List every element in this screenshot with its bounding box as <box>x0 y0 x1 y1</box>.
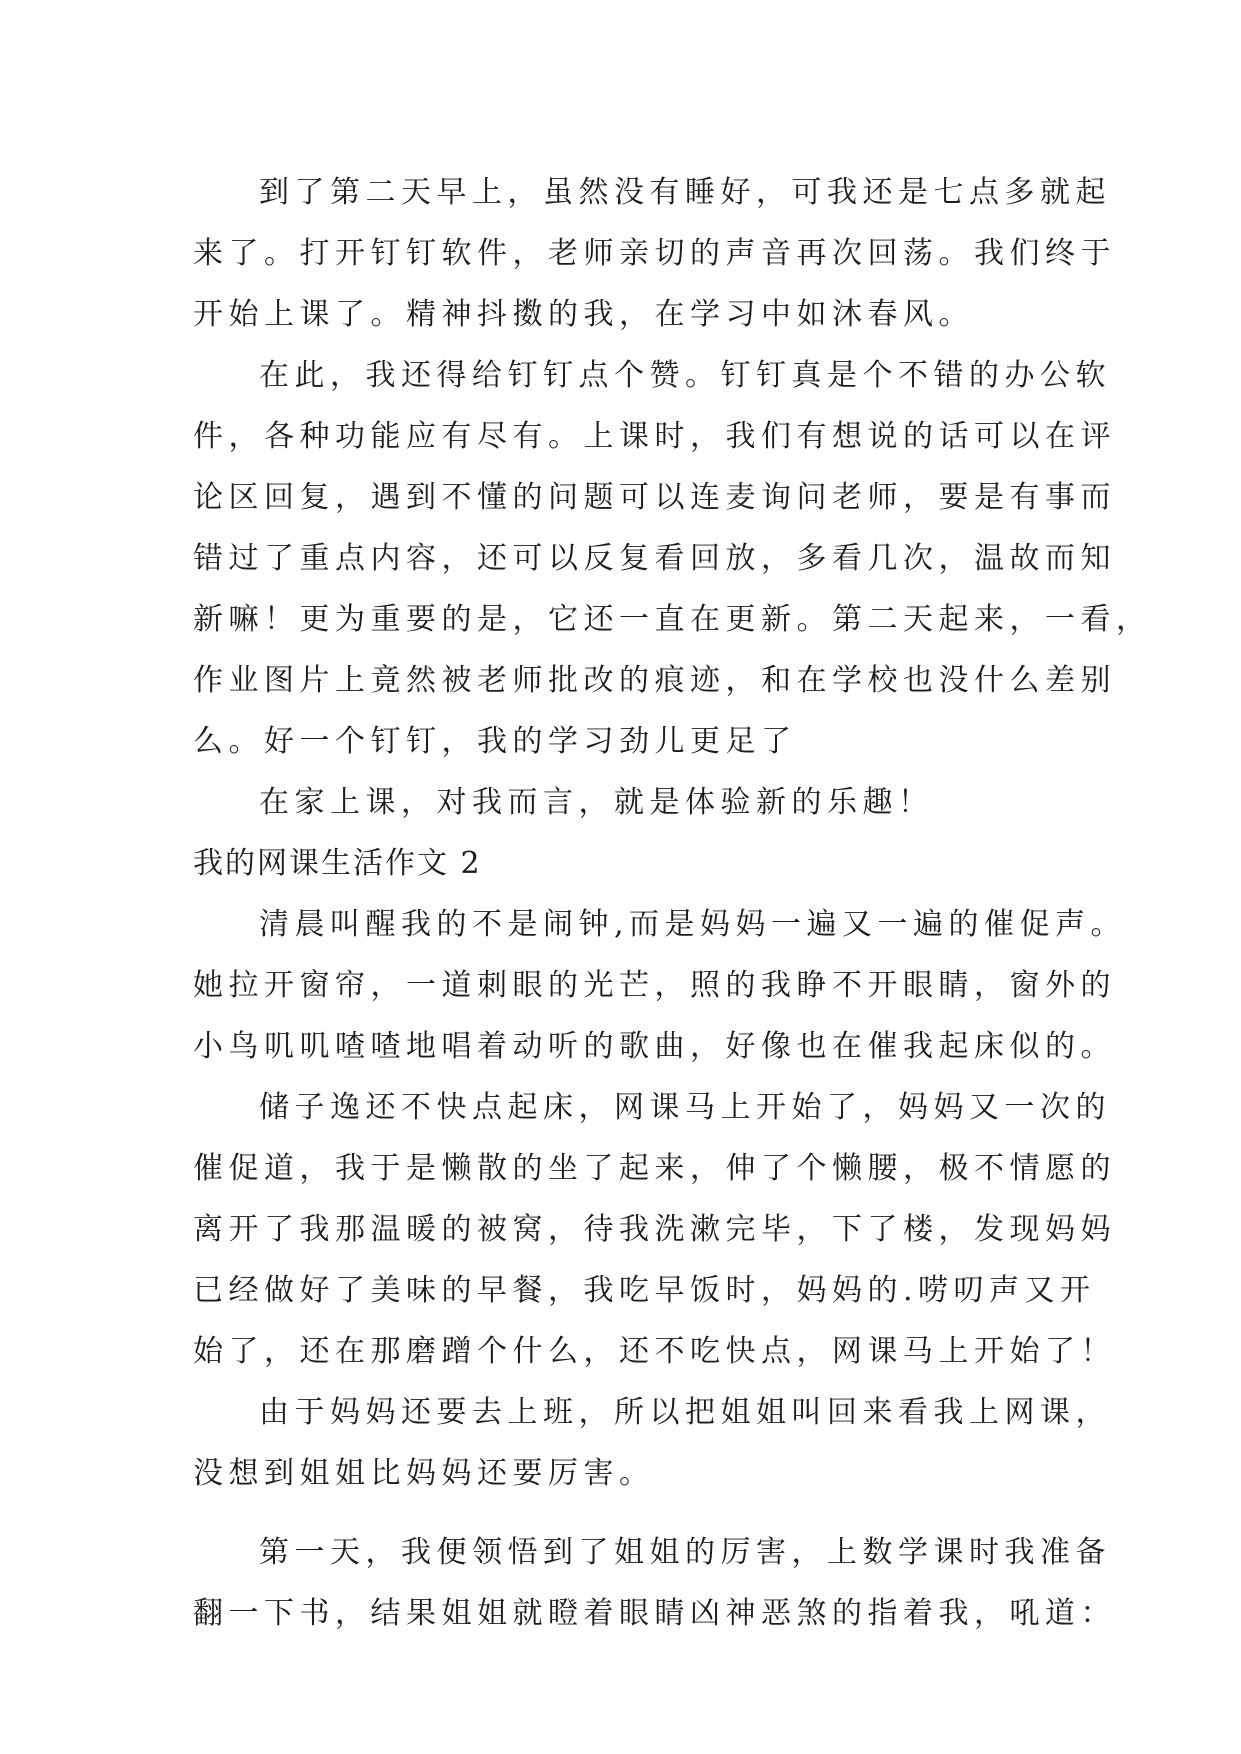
paragraph-line: 催促道，我于是懒散的坐了起来，伸了个懒腰，极不情愿的 <box>193 1151 1116 1186</box>
paragraph-spacer <box>193 1504 1073 1522</box>
essay-heading: 我的网课生活作文 2 <box>193 846 482 881</box>
paragraph-line: 始了，还在那磨蹭个什么，还不吃快点，网课马上开始了！ <box>193 1334 1116 1369</box>
paragraph-line: 离开了我那温暖的被窝，待我洗漱完毕，下了楼，发现妈妈 <box>193 1212 1116 1247</box>
paragraph-line: 错过了重点内容，还可以反复看回放，多看几次，温故而知 <box>193 541 1116 576</box>
paragraph-line: 来了。打开钉钉软件，老师亲切的声音再次回荡。我们终于 <box>193 236 1116 271</box>
paragraph-line: 小鸟叽叽喳喳地唱着动听的歌曲，好像也在催我起床似的。 <box>193 1029 1116 1064</box>
paragraph-line: 在此，我还得给钉钉点个赞。钉钉真是个不错的办公软 <box>259 358 1111 393</box>
paragraph-line: 清晨叫醒我的不是闹钟,而是妈妈一遍又一遍的催促声。 <box>259 907 1127 942</box>
paragraph-line: 么。好一个钉钉，我的学习劲儿更足了 <box>193 724 797 759</box>
paragraph-line: 由于妈妈还要去上班，所以把姐姐叫回来看我上网课， <box>259 1395 1111 1430</box>
paragraph-line: 她拉开窗帘，一道刺眼的光芒，照的我睁不开眼睛，窗外的 <box>193 968 1116 1003</box>
paragraph-line: 开始上课了。精神抖擞的我，在学习中如沐春风。 <box>193 297 974 332</box>
essay-body <box>193 162 1152 1644</box>
paragraph-line: 储子逸还不快点起床，网课马上开始了，妈妈又一次的 <box>259 1090 1111 1125</box>
paragraph-line: 件，各种功能应有尽有。上课时，我们有想说的话可以在评 <box>193 419 1116 454</box>
paragraph-line: 第一天，我便领悟到了姐姐的厉害，上数学课时我准备 <box>259 1535 1111 1570</box>
paragraph-line: 作业图片上竟然被老师批改的痕迹，和在学校也没什么差别 <box>193 663 1116 698</box>
paragraph-line: 论区回复，遇到不懂的问题可以连麦询问老师，要是有事而 <box>193 480 1116 515</box>
paragraph-line: 新嘛！更为重要的是，它还一直在更新。第二天起来，一看， <box>193 602 1152 637</box>
paragraph-line: 在家上课，对我而言，就是体验新的乐趣！ <box>259 785 934 820</box>
paragraph-line: 没想到姐姐比妈妈还要厉害。 <box>193 1456 655 1491</box>
paragraph-line: 翻一下书，结果姐姐就瞪着眼睛凶神恶煞的指着我，吼道： <box>193 1596 1116 1631</box>
paragraph-line: 已经做好了美味的早餐，我吃早饭时，妈妈的.唠叨声又开 <box>193 1273 1096 1308</box>
paragraph-line: 到了第二天早上，虽然没有睡好，可我还是七点多就起 <box>259 175 1111 210</box>
